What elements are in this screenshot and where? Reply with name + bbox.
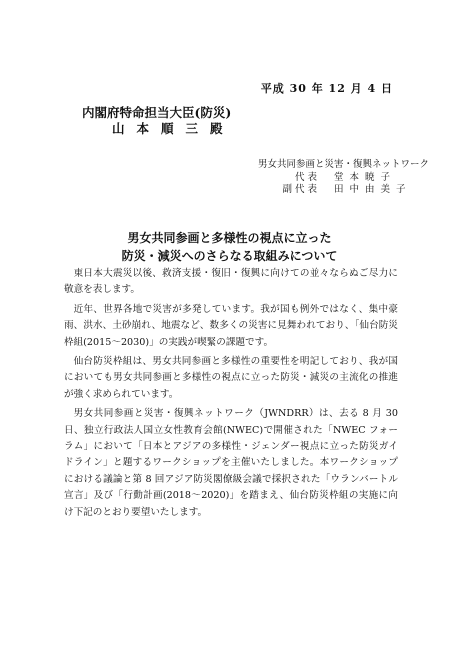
sender-block: [258, 159, 429, 197]
body-paragraph: 東日本大震災以後、救済支援・復旧・復興に向けての並々ならぬご尽力に敬意を表します。: [64, 268, 398, 296]
addressee-block: [82, 105, 235, 137]
sender-role: 代表: [294, 171, 320, 183]
document-body: [64, 266, 398, 524]
sender-row: [258, 172, 429, 185]
document-title: [0, 229, 459, 265]
sender-name: 田中由美子: [334, 184, 412, 195]
document-date: 平成 30 年 12 月 4 日: [260, 82, 393, 95]
addressee-name: 山本順三殿: [112, 121, 235, 136]
body-paragraph: 近年、世界各地で災害が多発しています。我が国も例外ではなく、集中豪雨、洪水、土砂崩れ、地震など、数多くの災害に見舞われており、「仙台防災枠組(2015～2030)」の実践が喫緊の課題です。: [64, 303, 398, 348]
addressee-title: 内閣府特命担当大臣(防災): [82, 105, 232, 120]
sender-organization: 男女共同参画と災害・復興ネットワーク: [258, 159, 430, 170]
sender-role: 副代表: [282, 184, 320, 195]
sender-name: 堂本暁子: [334, 171, 397, 183]
sender-row: [258, 184, 429, 197]
body-paragraph: 男女共同参画と災害・復興ネットワーク（JWNDRR）は、去る 8 月 30 日、独立行政法人国立女性教育会館(NWEC)で開催された「NWEC フォーラム」において「日本とアジアの多様性・ジェンダー視点に立った防災ガイドライン」と題するワークショップを主催いたしました。本ワークショップにおける議論と第 8 回アジア防災閣僚級会議で採択された「ウランバートル宣言」及び「行動計画(2018～2020)」を踏まえ、仙台防災枠組の実施に向け下記のとおり要望いたします。: [64, 408, 398, 518]
title-line: 防災・減災へのさらなる取組みについて: [121, 249, 338, 263]
title-line: 男女共同参画と多様性の視点に立った: [127, 231, 332, 245]
body-paragraph: 仙台防災枠組は、男女共同参画と多様性の重要性を明記しており、我が国においても男女共同参画と多様性の視点に立った防災・減災の主流化の推進が強く求められています。: [64, 356, 398, 400]
